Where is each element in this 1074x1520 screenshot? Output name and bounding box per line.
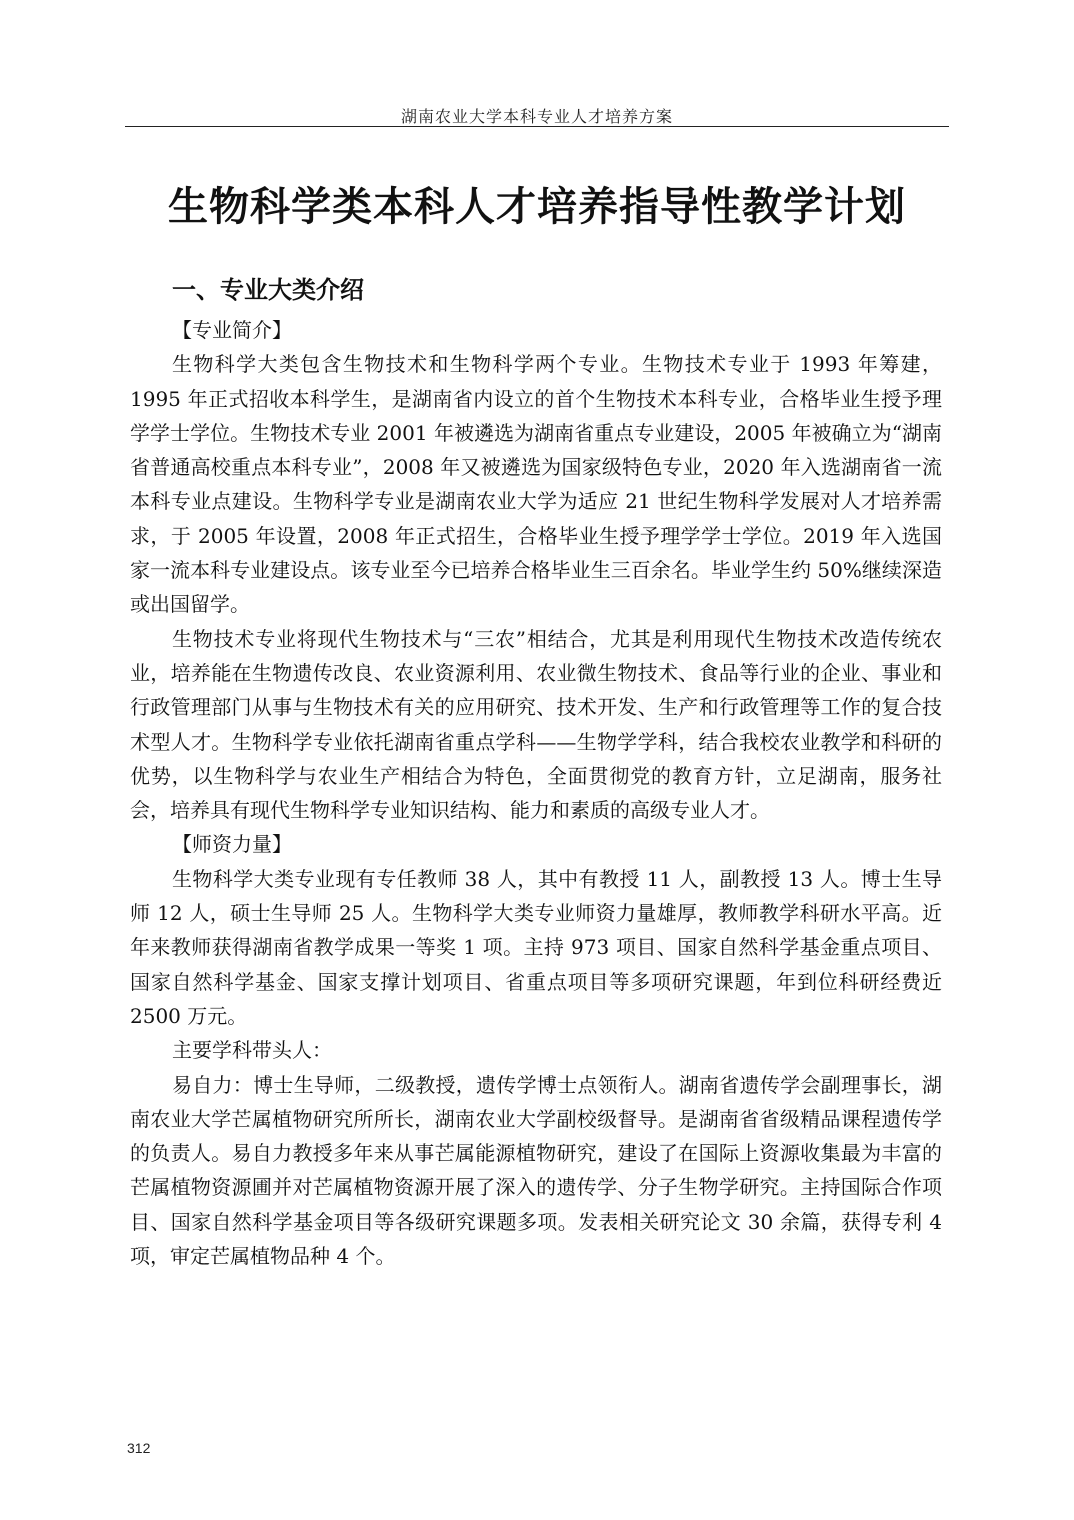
running-header: 湖南农业大学本科专业人才培养方案 bbox=[400, 107, 673, 126]
paragraph: 生物科学大类包含生物技术和生物科学两个专业。生物技术专业于 1993 年筹建，1995 年正式招收本科学生，是湖南省内设立的首个生物技术本科专业，合格毕业生授予理学学士学位。生物技术专业 2001 年被遴选为湖南省重点专业建设，2005 年被确立为“湖南省普通高校重点本科专业”，2008 年又被遴选为国家级特色专业，2020 年入选湖南省一流本科专业点建设。生物科学专业是湖南农业大学为适应 21 世纪生物科学发展对人才培养需求，于 2005 年设置，2008 年正式招生，合格毕业生授予理学学士学位。2019 年入选国家一流本科专业建设点。该专业至今已培养合格毕业生三百余名。毕业学生约 50%继续深造或出国留学。 bbox=[130, 352, 942, 617]
subsection-label-leaders: 主要学科带头人： bbox=[172, 1038, 332, 1063]
body-text bbox=[130, 313, 942, 1273]
paragraph: 生物科学大类专业现有专任教师 38 人，其中有教授 11 人，副教授 13 人。博士生导师 12 人，硕士生导师 25 人。生物科学大类专业师资力量雄厚，教师教学科研水平高。近年来教师获得湖南省教学成果一等奖 1 项。主持 973 项目、国家自然科学基金重点项目、国家自然科学基金、国家支撑计划项目、省重点项目等多项研究课题，年到位科研经费近 2500 万元。 bbox=[130, 866, 942, 1028]
subsection-label-intro: 【专业简介】 bbox=[172, 318, 292, 342]
section-heading: 一、专业大类介绍 bbox=[172, 276, 364, 304]
subsection-label-faculty: 【师资力量】 bbox=[172, 832, 292, 857]
document-title: 生物科学类本科人才培养指导性教学计划 bbox=[168, 184, 906, 230]
paragraph: 生物技术专业将现代生物技术与“三农”相结合，尤其是利用现代生物技术改造传统农业，培养能在生物遗传改良、农业资源利用、农业微生物技术、食品等行业的企业、事业和行政管理部门从事与生物技术有关的应用研究、技术开发、生产和行政管理等工作的复合技术型人才。生物科学专业依托湖南省重点学科——生物学学科，结合我校农业教学和科研的优势，以生物科学与农业生产相结合为特色，全面贯彻党的教育方针，立足湖南，服务社会，培养具有现代生物科学专业知识结构、能力和素质的高级专业人才。 bbox=[130, 626, 942, 823]
paragraph: 易自力：博士生导师，二级教授，遗传学博士点领衔人。湖南省遗传学会副理事长，湖南农业大学芒属植物研究所所长，湖南农业大学副校级督导。是湖南省省级精品课程遗传学的负责人。易自力教授多年来从事芒属能源植物研究，建设了在国际上资源收集最为丰富的芒属植物资源圃并对芒属植物资源开展了深入的遗传学、分子生物学研究。主持国际合作项目、国家自然科学基金项目等各级研究课题多项。发表相关研究论文 30 余篇，获得专利 4 项，审定芒属植物品种 4 个。 bbox=[130, 1072, 942, 1269]
page-number: 312 bbox=[127, 1440, 151, 1456]
header-rule bbox=[125, 126, 949, 127]
